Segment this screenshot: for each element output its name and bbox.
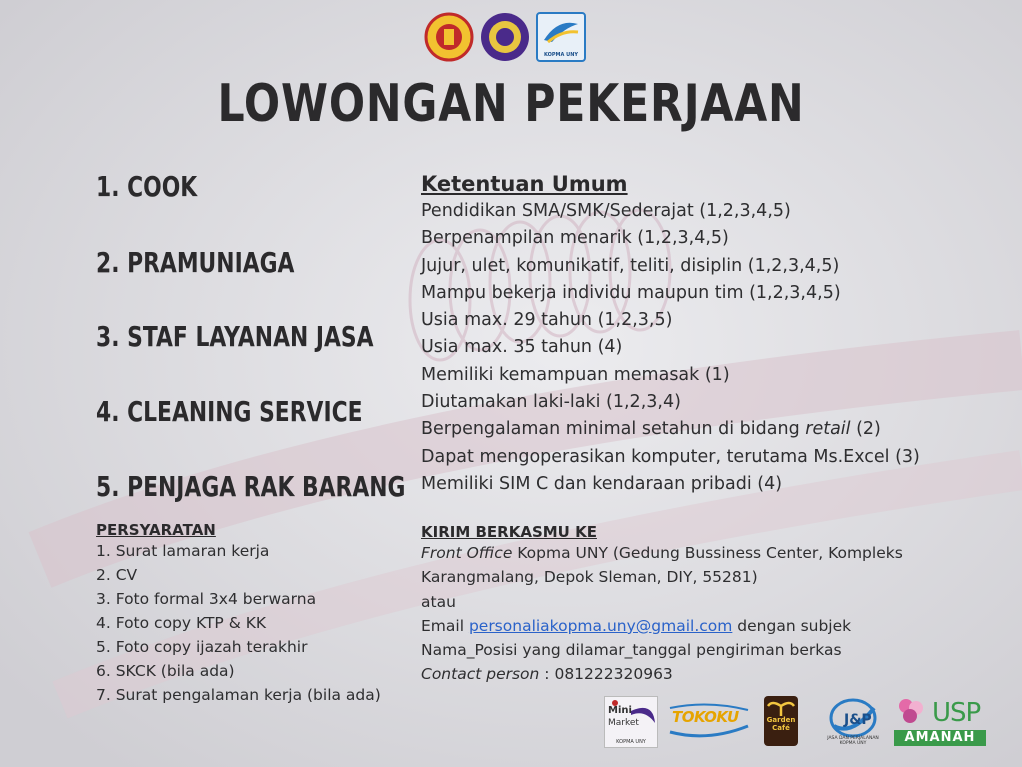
rule-text-italic: retail [805,419,851,440]
general-rules-section [421,170,1011,498]
job-item: 5. PENJAGA RAK BARANG [96,470,406,503]
top-logos [424,12,586,62]
email-prefix: Email [421,616,469,635]
institution-emblem-icon [424,12,474,62]
requirement-item: 5. Foto copy ijazah terakhir [96,638,308,656]
job-item: 4. CLEANING SERVICE [96,395,363,428]
contact-label: Contact person [421,665,540,684]
email-line [421,614,1011,638]
email-link[interactable]: personaliakopma.uny@gmail.com [468,616,733,635]
or-text: atau [421,592,456,611]
page-title: LOWONGAN PEKERJAAN [217,74,805,134]
contact-sep: : [539,665,555,684]
rule-item: Usia max. 35 tahun (4) [421,337,623,358]
requirement-item: 7. Surat pengalaman kerja (bila ada) [96,686,381,704]
requirement-item: 2. CV [96,566,138,584]
cafe-text: Café [772,724,790,732]
job-item: 2. PRAMUNIAGA [96,246,295,279]
garden-text: Garden [766,716,796,724]
tokoku-logo [668,702,752,742]
rule-item: Jujur, ulet, komunikatif, teliti, disiplin (1,2,3,4,5) [421,255,840,276]
jasa-text: JASA DAN PERJALANAN KOPMA UNY [827,736,879,746]
kopma-swirl-icon [538,14,584,48]
rule-text: (2) [850,419,881,440]
address-line-1 [421,541,1011,565]
rule-item: Pendidikan SMA/SMK/Sederajat (1,2,3,4,5) [421,201,791,221]
rule-item: Dapat mengoperasikan komputer, terutama Ms.Excel (3) [421,446,920,467]
bottom-logos [604,696,994,748]
rule-item: Usia max. 29 tahun (1,2,3,5) [421,310,673,331]
garden-cafe-logo [764,696,798,746]
amanah-text: AMANAH [894,730,986,746]
email-suffix: dengan subjek [732,616,852,635]
rule-item: Mampu bekerja individu maupun tim (1,2,3,4,5) [421,282,841,303]
svg-text:J&P: J&P [844,712,872,728]
jasa-perjalanan-logo [822,696,884,746]
job-item: 1. COOK [96,170,198,203]
jp-emblem-icon [822,696,884,740]
rule-item: Berpenampilan menarik (1,2,3,4,5) [421,228,729,249]
requirements-heading: PERSYARATAN [96,521,216,539]
requirement-item: 1. Surat lamaran kerja [96,542,270,560]
flower-icon [892,696,932,730]
address-line-2: Karangmalang, Depok Sleman, DIY, 55281) [421,568,758,587]
general-rules-heading: Ketentuan Umum [421,172,628,196]
address-text: Kopma UNY (Gedung Bussiness Center, Kompleks [512,544,903,562]
send-heading: KIRIM BERKASMU KE [421,523,597,541]
minimarket-text-3: KOPMA UNY [616,739,646,745]
requirement-item: 3. Foto formal 3x4 berwarna [96,590,317,608]
usp-amanah-logo [890,696,990,748]
front-office-text: Front Office [421,544,513,562]
minimarket-text-2: Market [608,718,639,728]
uny-seal-icon [480,12,530,62]
palm-tree-icon [764,698,798,718]
requirement-item: 4. Foto copy KTP & KK [96,614,267,632]
kopma-uny-logo [536,12,586,62]
email-subject-format: Nama_Posisi yang dilamar_tanggal pengiriman berkas [421,641,842,660]
tokoku-text: TOKOKU [672,708,739,726]
minimarket-logo [604,696,658,748]
requirements-section [96,521,416,707]
kopma-logo-text: KOPMA UNY [543,52,579,58]
rule-item: Memiliki kemampuan memasak (1) [421,364,730,385]
requirement-item: 6. SKCK (bila ada) [96,662,235,680]
contact-value: 081222320963 [554,665,673,684]
rule-text: Berpengalaman minimal setahun di bidang [421,419,806,440]
rule-item: Memiliki SIM C dan kendaraan pribadi (4) [421,473,783,494]
send-application-section [421,523,1011,687]
job-item: 3. STAF LAYANAN JASA [96,320,374,353]
rule-item: Diutamakan laki-laki (1,2,3,4) [421,392,681,413]
rule-item-retail [421,416,1011,443]
minimarket-text-1: Mini [608,705,632,716]
usp-text: USP [932,698,981,728]
contact-line [421,662,1011,686]
garden-cafe-text [764,716,798,732]
